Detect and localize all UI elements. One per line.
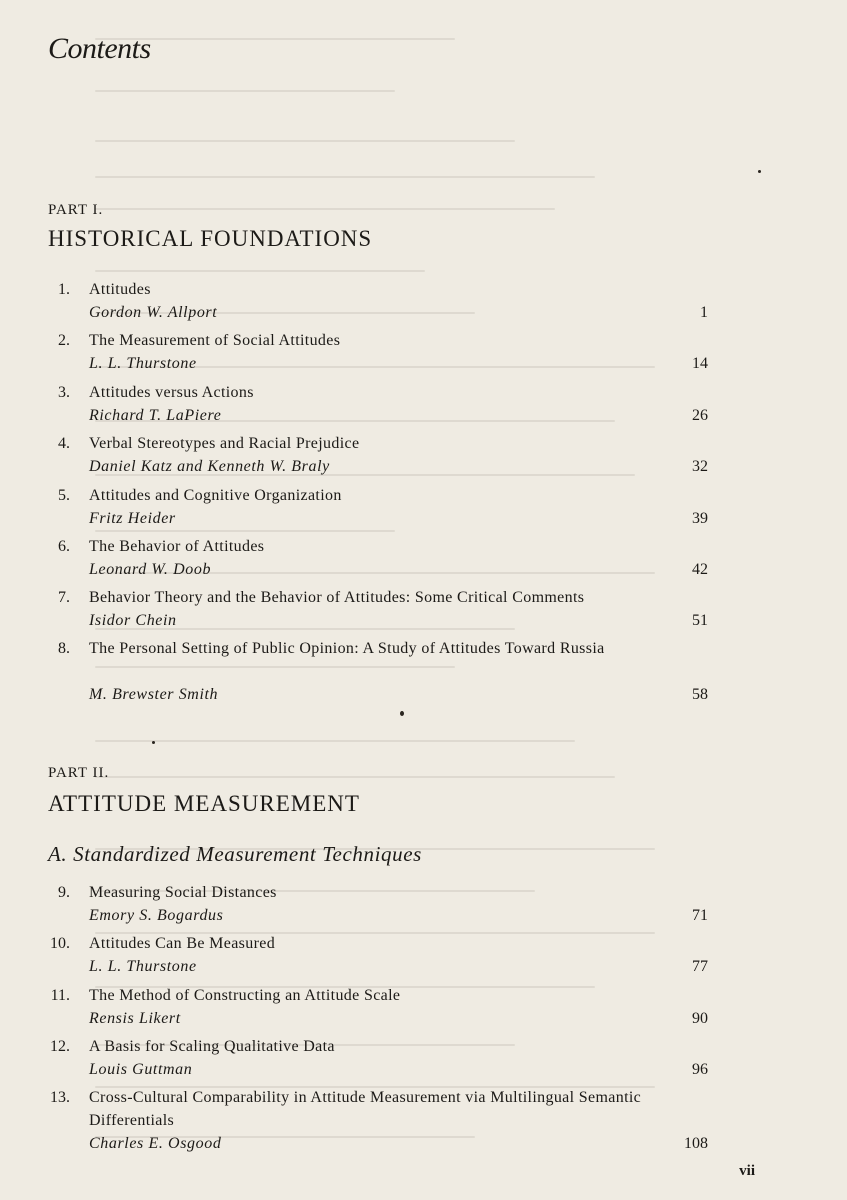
entry-page: 58	[692, 686, 708, 703]
entry-page: 14	[692, 355, 708, 372]
entry-number: 1.	[58, 281, 70, 298]
print-speck	[152, 741, 155, 744]
entry-number: 11.	[50, 987, 70, 1004]
entry-number: 3.	[58, 384, 70, 401]
entry-number: 10.	[50, 935, 70, 952]
entry-title: Behavior Theory and the Behavior of Attitudes: Some Critical Comments	[89, 589, 585, 606]
section-heading: A. Standardized Measurement Techniques	[48, 842, 422, 866]
entry-title: Measuring Social Distances	[89, 884, 277, 901]
entry-page: 1	[700, 304, 708, 321]
entry-author: Leonard W. Doob	[89, 561, 212, 578]
entry-author: M. Brewster Smith	[89, 686, 219, 703]
entry-author: Daniel Katz and Kenneth W. Braly	[89, 458, 330, 475]
entry-title: Attitudes Can Be Measured	[89, 935, 276, 952]
part-1-title: HISTORICAL FOUNDATIONS	[48, 226, 373, 251]
entry-title: The Behavior of Attitudes	[89, 538, 265, 555]
entry-page: 96	[692, 1061, 708, 1078]
entry-number: 7.	[58, 589, 70, 606]
part-2-label: PART II.	[48, 765, 110, 781]
entry-title: The Personal Setting of Public Opinion: A Study of Attitudes Toward Russia	[89, 640, 605, 657]
part-2-title: ATTITUDE MEASUREMENT	[48, 791, 360, 816]
entry-number: 8.	[58, 640, 70, 657]
entry-number: 5.	[58, 487, 70, 504]
entry-author: Rensis Likert	[89, 1010, 181, 1027]
part-1-label: PART I.	[48, 202, 104, 218]
entry-page: 90	[692, 1010, 708, 1027]
entry-page: 42	[692, 561, 708, 578]
entry-title: Attitudes and Cognitive Organization	[89, 487, 342, 504]
entry-author: L. L. Thurstone	[89, 958, 197, 975]
entry-title: Verbal Stereotypes and Racial Prejudice	[89, 435, 360, 452]
entry-page: 108	[684, 1135, 708, 1152]
entry-author: L. L. Thurstone	[89, 355, 197, 372]
entry-number: 2.	[58, 332, 70, 349]
entry-author: Fritz Heider	[89, 510, 176, 527]
page-number: vii	[739, 1163, 755, 1179]
entry-title: The Method of Constructing an Attitude Scale	[89, 987, 401, 1004]
entry-page: 32	[692, 458, 708, 475]
entry-page: 51	[692, 612, 708, 629]
entry-title: Cross-Cultural Comparability in Attitude Measurement via Multilingual Semantic Differentials	[89, 1089, 642, 1129]
print-speck	[400, 711, 404, 716]
entry-number: 13.	[50, 1089, 70, 1106]
entry-author: Louis Guttman	[89, 1061, 193, 1078]
entry-title: The Measurement of Social Attitudes	[89, 332, 341, 349]
entry-number: 9.	[58, 884, 70, 901]
entry-page: 26	[692, 407, 708, 424]
entry-page: 77	[692, 958, 708, 975]
entry-number: 4.	[58, 435, 70, 452]
entry-author: Isidor Chein	[89, 612, 177, 629]
entry-author: Richard T. LaPiere	[89, 407, 222, 424]
entry-author: Charles E. Osgood	[89, 1135, 222, 1152]
entry-page: 71	[692, 907, 708, 924]
entry-author: Emory S. Bogardus	[89, 907, 224, 924]
entry-title: Attitudes versus Actions	[89, 384, 254, 401]
entry-page: 39	[692, 510, 708, 527]
entry-number: 6.	[58, 538, 70, 555]
entry-author: Gordon W. Allport	[89, 304, 218, 321]
entry-title: Attitudes	[89, 281, 151, 298]
page-title: Contents	[48, 32, 151, 65]
entry-number: 12.	[50, 1038, 70, 1055]
entry-title: A Basis for Scaling Qualitative Data	[89, 1038, 335, 1055]
print-speck	[758, 170, 761, 173]
